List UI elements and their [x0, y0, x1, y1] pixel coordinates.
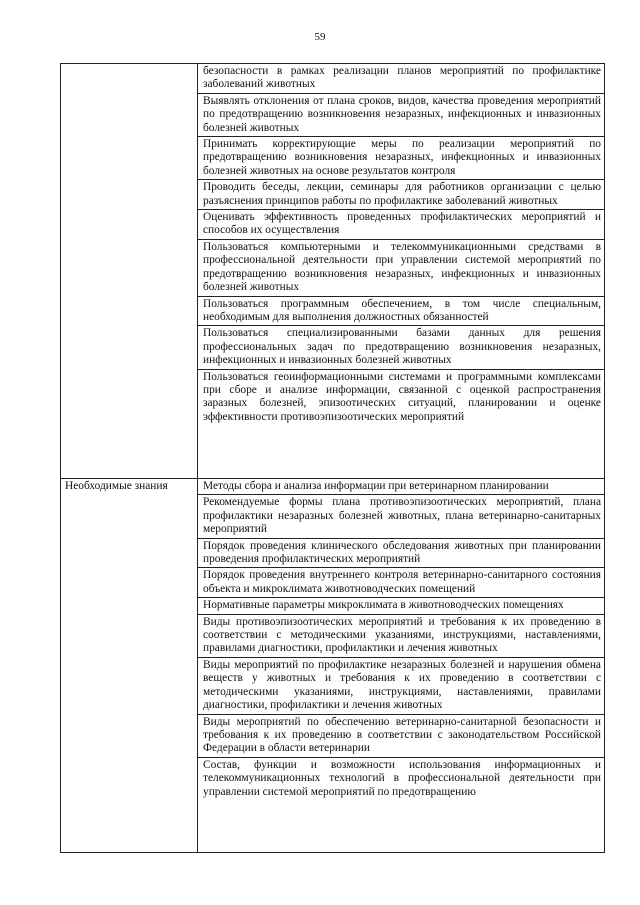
skill-item: Проводить беседы, лекции, семинары для работников организации с целью разъяснения принципов работы по профилактике заболеваний животных — [198, 180, 604, 210]
knowledge-item: Порядок проведения внутреннего контроля ветеринарно-санитарного состояния объекта и микроклимата животноводческих помещений — [198, 568, 604, 598]
knowledge-item: Состав, функции и возможности использования информационных и телекоммуникационных технологий в профессиональной деятельности при управлении системой мероприятий по предотвращению — [203, 758, 601, 798]
knowledge-items-cell — [198, 479, 605, 853]
knowledge-item: Виды мероприятий по профилактике незаразных болезней и нарушения обмена веществ у животных и требования к их проведению в соответствии с методическими указаниями, инструкциями, наставлениями, правилами диагностики, профилактики и лечения животных — [198, 658, 604, 715]
competency-table — [60, 63, 605, 853]
skill-item: безопасности в рамках реализации планов мероприятий по профилактике заболеваний животных — [198, 64, 604, 94]
knowledge-item: Методы сбора и анализа информации при ветеринарном планировании — [198, 479, 604, 495]
skills-label-cell — [61, 64, 198, 479]
knowledge-item: Виды противоэпизоотических мероприятий и требования к их проведению в соответствии с методическими указаниями, инструкциями, наставлениями, правилами диагностики, профилактики и лечения животных — [198, 615, 604, 658]
knowledge-item: Виды мероприятий по обеспечению ветеринарно-санитарной безопасности и требования к их проведению в соответствии с законодательством Российской Федерации в области ветеринарии — [198, 715, 604, 758]
skill-item: Пользоваться компьютерными и телекоммуникационными средствами в профессиональной деятельности при управлении системой мероприятий по предотвращению возникновения незаразных, инфекционных и инвазионных болезней животных — [198, 240, 604, 297]
skill-item: Оценивать эффективность проведенных профилактических мероприятий и способов их осуществления — [198, 210, 604, 240]
skill-item: Выявлять отклонения от плана сроков, видов, качества проведения мероприятий по предотвращению возникновения незаразных, инфекционных и инвазионных болезней животных — [198, 94, 604, 137]
skill-item: Пользоваться специализированными базами данных для решения профессиональных задач по предотвращению возникновения незаразных, инфекционных и инвазионных болезней животных — [198, 326, 604, 369]
knowledge-item: Нормативные параметры микроклимата в животноводческих помещениях — [198, 598, 604, 614]
skill-item: Пользоваться геоинформационными системами и программными комплексами при сборе и анализе информации, связанной с оценкой распространения заразных болезней, эпизоотических ситуаций, планировании и оценке эффективности противоэпизоотических мероприятий — [203, 370, 601, 423]
knowledge-item: Порядок проведения клинического обследования животных при планировании проведения профилактических мероприятий — [198, 539, 604, 569]
skills-row — [61, 64, 605, 479]
knowledge-row — [61, 479, 605, 853]
skill-item: Пользоваться программным обеспечением, в том числе специальным, необходимым для выполнения должностных обязанностей — [198, 297, 604, 327]
skill-item: Принимать корректирующие меры по реализации мероприятий по предотвращению возникновения незаразных, инфекционных и инвазионных болезней животных на основе результатов контроля — [198, 137, 604, 180]
knowledge-label-cell — [61, 479, 198, 853]
page-number: 59 — [314, 31, 326, 43]
knowledge-label: Необходимые знания — [65, 480, 168, 492]
skills-items-cell — [198, 64, 605, 479]
knowledge-item: Рекомендуемые формы плана противоэпизоотических мероприятий, плана профилактики незаразных болезней животных, плана ветеринарно-санитарных мероприятий — [198, 495, 604, 538]
